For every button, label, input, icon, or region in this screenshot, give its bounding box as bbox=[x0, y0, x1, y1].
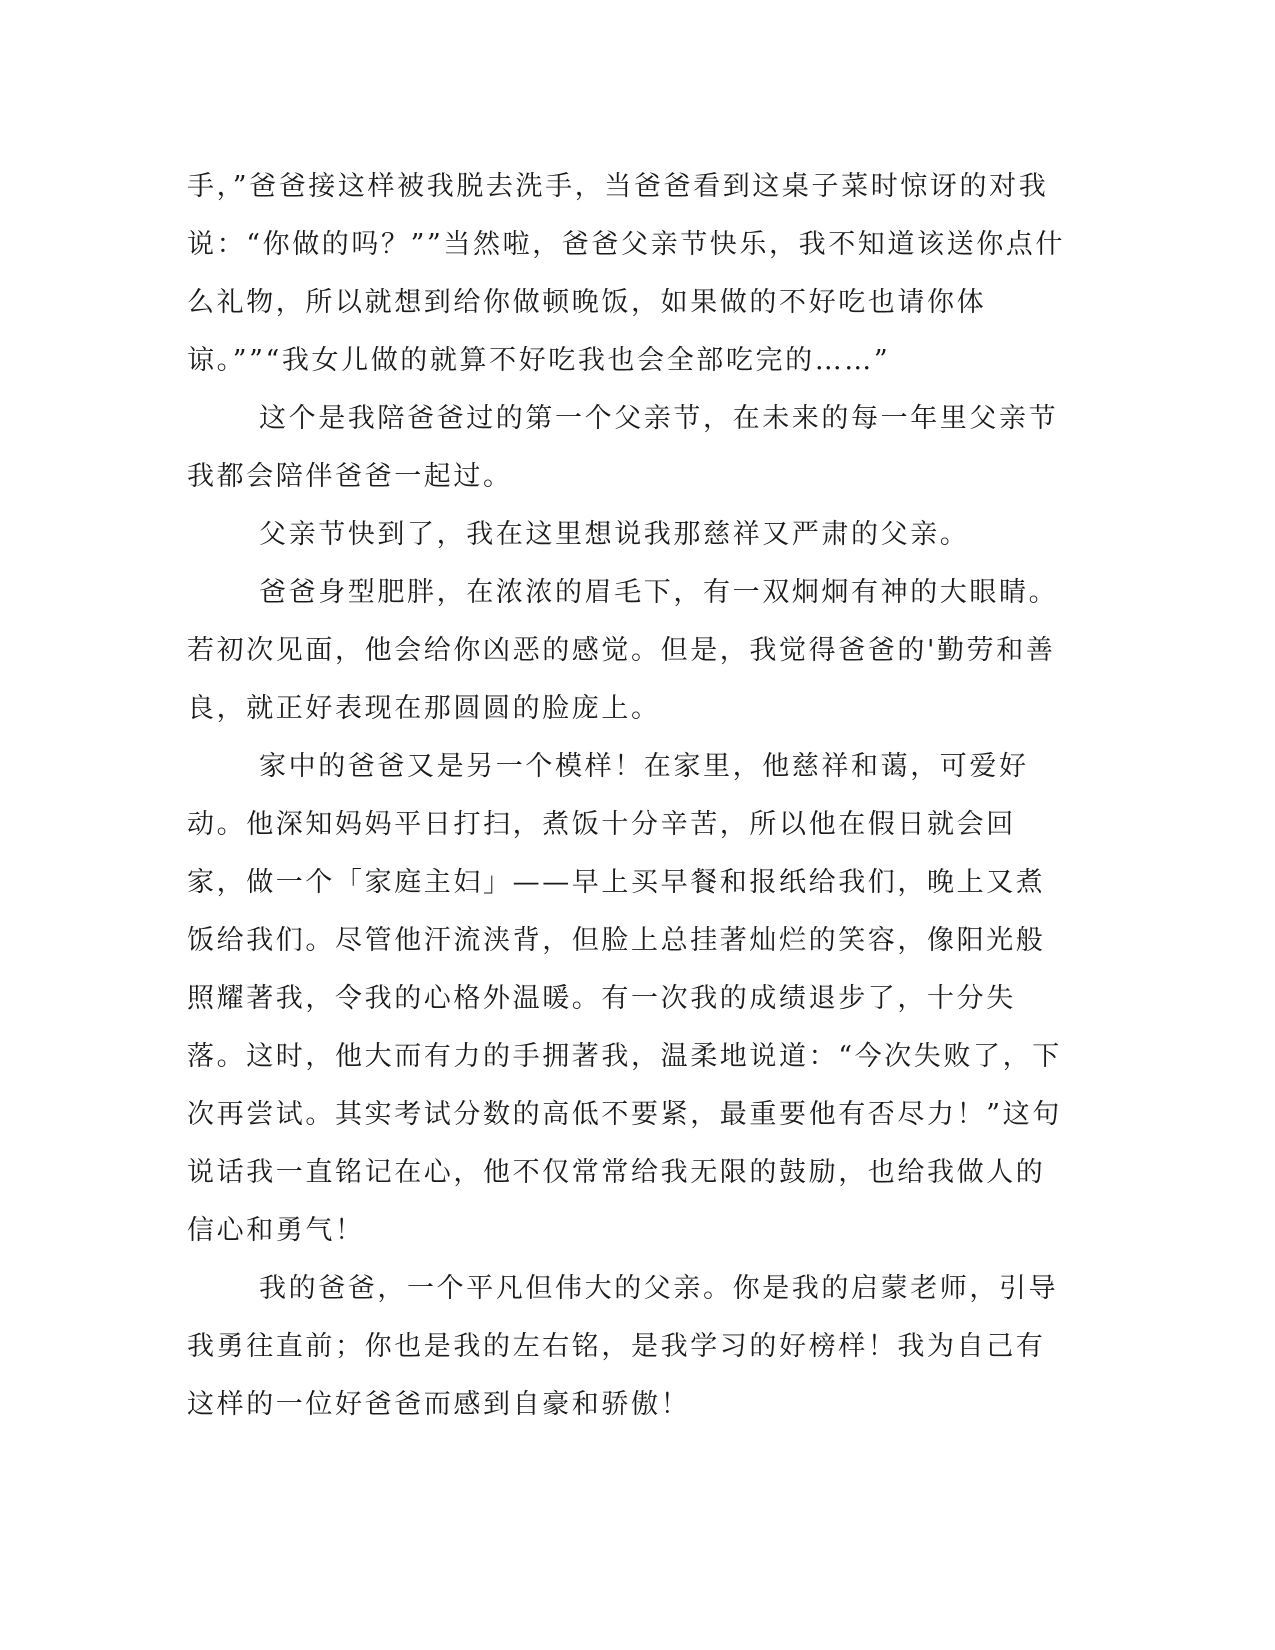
paragraph-appearance: 爸爸身型肥胖，在浓浓的眉毛下，有一双炯炯有神的大眼睛。若初次见面，他会给你凶恶的感觉。但是，我觉得爸爸的'勤劳和善良，就正好表现在那圆圆的脸庞上。 bbox=[187, 577, 1059, 724]
document-body bbox=[187, 158, 1069, 1434]
paragraph-at-home: 家中的爸爸又是另一个模样！在家里，他慈祥和蔼，可爱好动。他深知妈妈平日打扫，煮饭十分辛苦，所以他在假日就会回家，做一个「家庭主妇」——早上买早餐和报纸给我们，晚上又煮饭给我们。尽管他汗流浃背，但脸上总挂著灿烂的笑容，像阳光般照耀著我，令我的心格外温暖。有一次我的成绩退步了，十分失落。这时，他大而有力的手拥著我，温柔地说道：“今次失败了，下次再尝试。其实考试分数的高低不要紧，最重要他有否尽力！”这句说话我一直铭记在心，他不仅常常给我无限的鼓励，也给我做人的信心和勇气！ bbox=[187, 751, 1062, 1246]
paragraph-conclusion: 我的爸爸，一个平凡但伟大的父亲。你是我的启蒙老师，引导我勇往直前；你也是我的左右铭，是我学习的好榜样！我为自己有这样的一位好爸爸而感到自豪和骄傲！ bbox=[187, 1273, 1059, 1420]
paragraph-first-fathers-day: 这个是我陪爸爸过的第一个父亲节，在未来的每一年里父亲节我都会陪伴爸爸一起过。 bbox=[187, 403, 1059, 492]
paragraph-intro: 父亲节快到了，我在这里想说我那慈祥又严肃的父亲。 bbox=[259, 519, 970, 550]
paragraph-continuation: 手，”爸爸接这样被我脱去洗手，当爸爸看到这桌子菜时惊讶的对我说：“你做的吗？””当然啦，爸爸父亲节快乐，我不知道该送你点什么礼物，所以就想到给你做顿晚饭，如果做的不好吃也请你体谅。””“我女儿做的就算不好吃我也会全部吃完的……” bbox=[187, 171, 1066, 376]
